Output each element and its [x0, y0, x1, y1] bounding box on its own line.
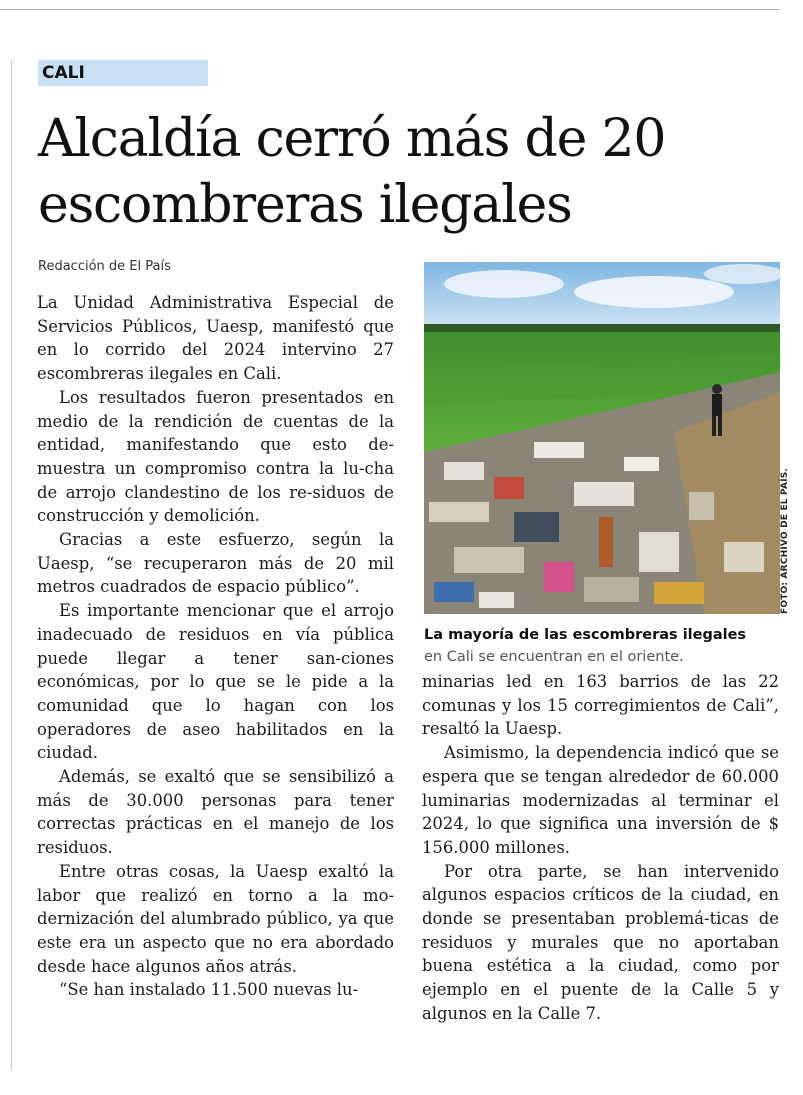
article-body-right	[422, 670, 779, 1026]
news-photo	[424, 262, 780, 614]
article-body-left	[37, 291, 394, 1002]
paragraph: Por otra parte, se han intervenido algunos espacios críticos de la ciudad, en donde se presentaban problemá-ticas de residuos y murales que no aportaban buena estética a la ciudad, como por ejemplo en el puente de la Calle 5 y algunos en la Calle 7.	[422, 861, 779, 1023]
photo-credit: FOTO: ARCHIVO DE EL PAÍS.	[780, 467, 790, 614]
photo-caption	[424, 624, 794, 668]
top-rule	[0, 9, 780, 10]
paragraph: Entre otras cosas, la Uaesp exaltó la labor que realizó en torno a la mo-dernización del alumbrado público, ya que este era un aspecto que no era abordado desde hace algunos años atrás.	[37, 861, 394, 976]
headline: Alcaldía cerró más de 20 escombreras ilegales	[38, 109, 666, 235]
caption-bold: La mayoría de las escombreras ilegales	[424, 627, 747, 643]
byline: Redacción de El País	[38, 259, 171, 274]
column-rule	[11, 60, 12, 1070]
caption-light: en Cali se encuentran en el oriente.	[424, 649, 684, 665]
paragraph: Es importante mencionar que el arrojo inadecuado de residuos en vía pública puede llegar a tener san-ciones económicas, por lo que se le pide a la comunidad que lo hagan con los operadores de aseo habilitados en la ciudad.	[37, 601, 394, 763]
paragraph: Gracias a este esfuerzo, según la Uaesp, “se recuperaron más de 20 mil metros cuadrados de espacio público”.	[37, 530, 394, 597]
paragraph: “Se han instalado 11.500 nuevas lu-	[59, 980, 359, 1000]
paragraph: Además, se exaltó que se sensibilizó a más de 30.000 personas para tener correctas prácticas en el manejo de los residuos.	[37, 767, 394, 858]
paragraph: Asimismo, la dependencia indicó que se espera que se tengan alrededor de 60.000 luminarias modernizadas al terminar el 2024, lo que significa una inversión de $ 156.000 millones.	[422, 743, 779, 857]
paragraph: Los resultados fueron presentados en medio de la rendición de cuentas de la entidad, manifestando que esto de-muestra un compromiso contra la lu-cha de arrojo clandestino de los re-siduos de construcción y demolición.	[37, 387, 394, 526]
paragraph: minarias led en 163 barrios de las 22 comunas y los 15 corregimientos de Cali”, resaltó la Uaesp.	[422, 672, 779, 739]
landfill-photo-illustration	[424, 262, 780, 614]
section-tag: CALI	[38, 60, 208, 86]
paragraph: La Unidad Administrativa Especial de Servicios Públicos, Uaesp, manifestó que en lo corrido del 2024 intervino 27 escombreras ilegales en Cali.	[37, 293, 394, 384]
